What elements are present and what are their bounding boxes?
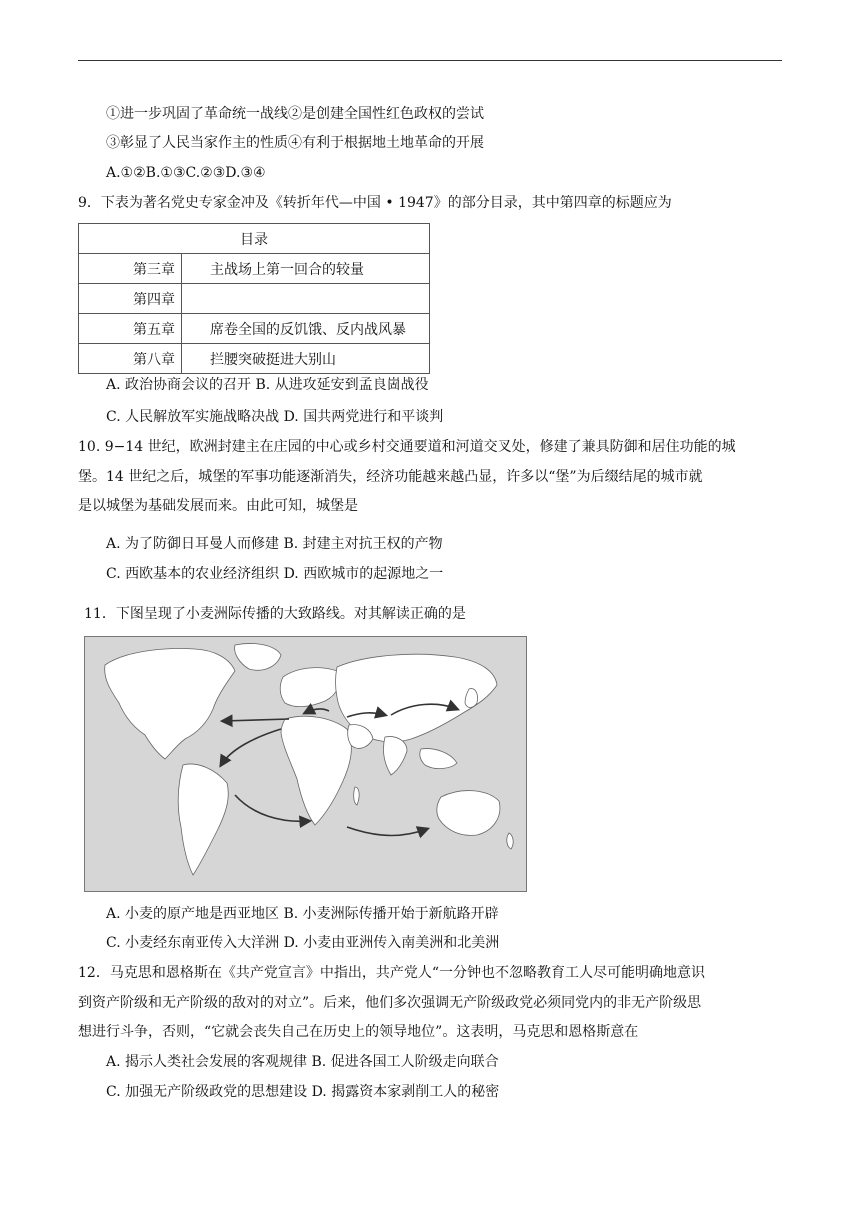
greenland-landmass xyxy=(235,643,281,670)
q12-stem-line-3: 想进行斗争，否则，“它就会丧失自己在历史上的领导地位”。这表明，马克思和恩格斯意在 xyxy=(78,1024,639,1040)
route-africa-to-australia xyxy=(347,827,427,836)
q12-options-ab: A. 揭示人类社会发展的客观规律 B. 促进各国工人阶级走向联合 xyxy=(106,1054,499,1070)
q11-stem: 11．下图呈现了小麦洲际传播的大致路线。对其解读正确的是 xyxy=(84,606,466,622)
q11-options-cd: C. 小麦经东南亚传入大洋洲 D. 小麦由亚洲传入南美洲和北美洲 xyxy=(106,935,500,951)
toc-title: 席卷全国的反饥饿、反内战风暴 xyxy=(182,314,430,344)
q11-options-ab: A. 小麦的原产地是西亚地区 B. 小麦洲际传播开始于新航路开辟 xyxy=(106,906,499,922)
madagascar-landmass xyxy=(354,787,359,805)
australia-landmass xyxy=(437,791,500,836)
q10-stem-line-3: 是以城堡为基础发展而来。由此可知，城堡是 xyxy=(78,498,358,514)
south-america-landmass xyxy=(178,764,228,875)
table-row xyxy=(79,284,430,314)
route-europe-to-north-america xyxy=(223,719,289,721)
header-rule xyxy=(78,60,782,61)
toc-header: 目录 xyxy=(79,224,430,254)
table-row xyxy=(79,254,430,284)
toc-chapter: 第五章 xyxy=(79,314,182,344)
q12-stem-line-1: 12．马克思和恩格斯在《共产党宣言》中指出，共产党人“一分钟也不忽略教育工人尽可能明确地意识 xyxy=(78,965,705,981)
q10-stem-line-1: 10. 9−14 世纪，欧洲封建主在庄园的中心或乡村交通要道和河道交叉处，修建了兼具防御和居住功能的城 xyxy=(78,439,736,455)
q10-options-ab: A. 为了防御日耳曼人而修建 B. 封建主对抗王权的产物 xyxy=(106,536,443,552)
q9-options-cd: C. 人民解放军实施战略决战 D. 国共两党进行和平谈判 xyxy=(106,409,444,425)
q9-stem: 9．下表为著名党史专家金冲及《转折年代—中国 • 1947》的部分目录，其中第四章的标题应为 xyxy=(78,195,672,211)
india-landmass xyxy=(383,737,407,775)
toc-chapter: 第八章 xyxy=(79,344,182,374)
table-of-contents xyxy=(78,223,430,374)
q12-stem-line-2: 到资产阶级和无产阶级的敌对的对立”。后来，他们多次强调无产阶级政党必须同党内的非无产阶级思 xyxy=(78,995,702,1011)
route-west-asia-to-europe xyxy=(305,709,329,713)
q8-statement-line-2: ③彰显了人民当家作主的性质④有利于根据地土地革命的开展 xyxy=(106,135,484,151)
toc-title: 拦腰突破挺进大别山 xyxy=(182,344,430,374)
q9-options-ab: A. 政治协商会议的召开 B. 从进攻延安到孟良崮战役 xyxy=(106,377,429,393)
q8-statement-line-1: ①进一步巩固了革命统一战线②是创建全国性红色政权的尝试 xyxy=(106,106,484,122)
q10-options-cd: C. 西欧基本的农业经济组织 D. 西欧城市的起源地之一 xyxy=(106,566,444,582)
toc-title: 主战场上第一回合的较量 xyxy=(182,254,430,284)
table-row xyxy=(79,344,430,374)
southeast-asia-islands xyxy=(420,749,457,769)
toc-title xyxy=(182,284,430,314)
q12-options-cd: C. 加强无产阶级政党的思想建设 D. 揭露资本家剥削工人的秘密 xyxy=(106,1084,500,1100)
north-america-landmass xyxy=(105,649,235,759)
toc-chapter: 第三章 xyxy=(79,254,182,284)
toc-chapter: 第四章 xyxy=(79,284,182,314)
route-europe-to-south-america xyxy=(221,729,281,765)
q10-stem-line-2: 堡。14 世纪之后，城堡的军事功能逐渐消失，经济功能越来越凸显，许多以“堡”为后缀结尾的城市就 xyxy=(78,469,703,485)
route-south-america-to-africa xyxy=(235,795,309,821)
q8-options: A.①②B.①③C.②③D.③④ xyxy=(106,165,266,181)
new-zealand-landmass xyxy=(507,833,513,849)
table-row xyxy=(79,314,430,344)
europe-landmass xyxy=(280,668,339,707)
wheat-spread-world-map xyxy=(84,636,527,892)
africa-landmass xyxy=(281,716,351,825)
